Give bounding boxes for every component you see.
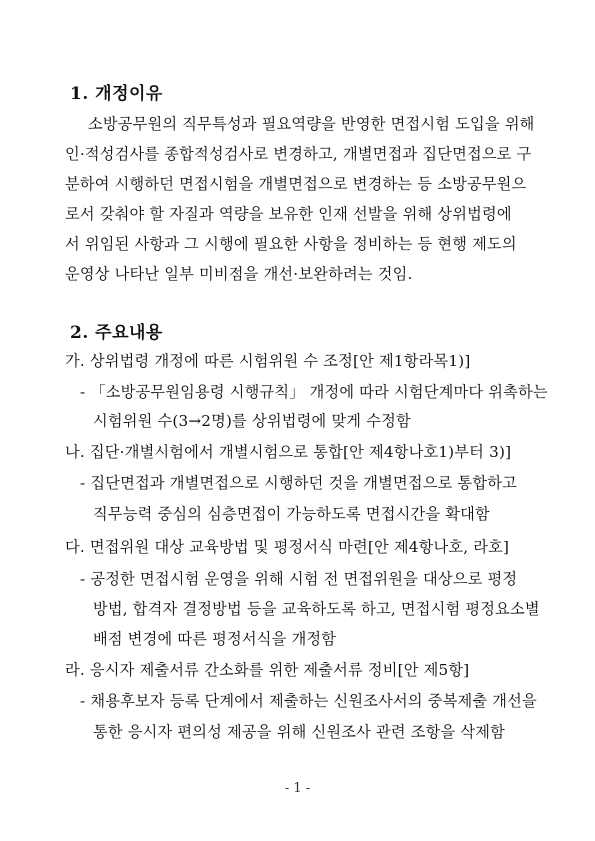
item-da-title: 다. 면접위원 대상 교육방법 및 평정서식 마련[안 제4항나호, 라호] [65,538,510,556]
reason-line-2: 인·적성검사를 종합적성검사로 변경하고, 개별면접과 집단면접으로 구 [65,145,532,163]
item-na-detail-2: 직무능력 중심의 심층면접이 가능하도록 면접시간을 확대함 [93,505,490,523]
reason-line-3: 분하여 시행하던 면접시험을 개별면접으로 변경하는 등 소방공무원으 [65,175,527,193]
item-da-detail-2: 방법, 합격자 결정방법 등을 교육하도록 하고, 면접시험 평정요소별 [93,600,540,618]
page-number: - 1 - [284,781,311,796]
item-ga-title: 가. 상위법령 개정에 따른 시험위원 수 조정[안 제1항라목1)] [65,352,471,370]
item-na-title: 나. 집단·개별시험에서 개별시험으로 통합[안 제4항나호1)부터 3)] [65,443,512,461]
item-ga-detail-1: - 「소방공무원임용령 시행규칙」 개정에 따라 시험단계마다 위촉하는 [80,383,548,401]
reason-line-1: 소방공무원의 직무특성과 필요역량을 반영한 면접시험 도입을 위해 [88,115,535,133]
section-heading-main-content: 2. 주요내용 [70,323,163,343]
item-ra-detail-1: - 채용후보자 등록 단계에서 제출하는 신원조사서의 중복제출 개선을 [80,692,537,710]
reason-line-4: 로서 갖춰야 할 자질과 역량을 보유한 인재 선발을 위해 상위법령에 [65,205,512,223]
item-ga-detail-2: 시험위원 수(3→2명)를 상위법령에 맞게 수정함 [93,412,411,430]
reason-line-6: 운영상 나타난 일부 미비점을 개선·보완하려는 것임. [65,265,413,283]
section-heading-reason: 1. 개정이유 [70,84,163,104]
item-da-detail-1: - 공정한 면접시험 운영을 위해 시험 전 면접위원을 대상으로 평정 [80,570,518,588]
item-da-detail-3: 배점 변경에 따른 평정서식을 개정함 [93,630,337,648]
item-ra-title: 라. 응시자 제출서류 간소화를 위한 제출서류 정비[안 제5항] [65,661,470,679]
reason-line-5: 서 위임된 사항과 그 시행에 필요한 사항을 정비하는 등 현행 제도의 [65,235,517,253]
item-na-detail-1: - 집단면접과 개별면접으로 시행하던 것을 개별면접으로 통합하고 [80,474,518,492]
item-ra-detail-2: 통한 응시자 편의성 제공을 위해 신원조사 관련 조항을 삭제함 [93,723,505,741]
